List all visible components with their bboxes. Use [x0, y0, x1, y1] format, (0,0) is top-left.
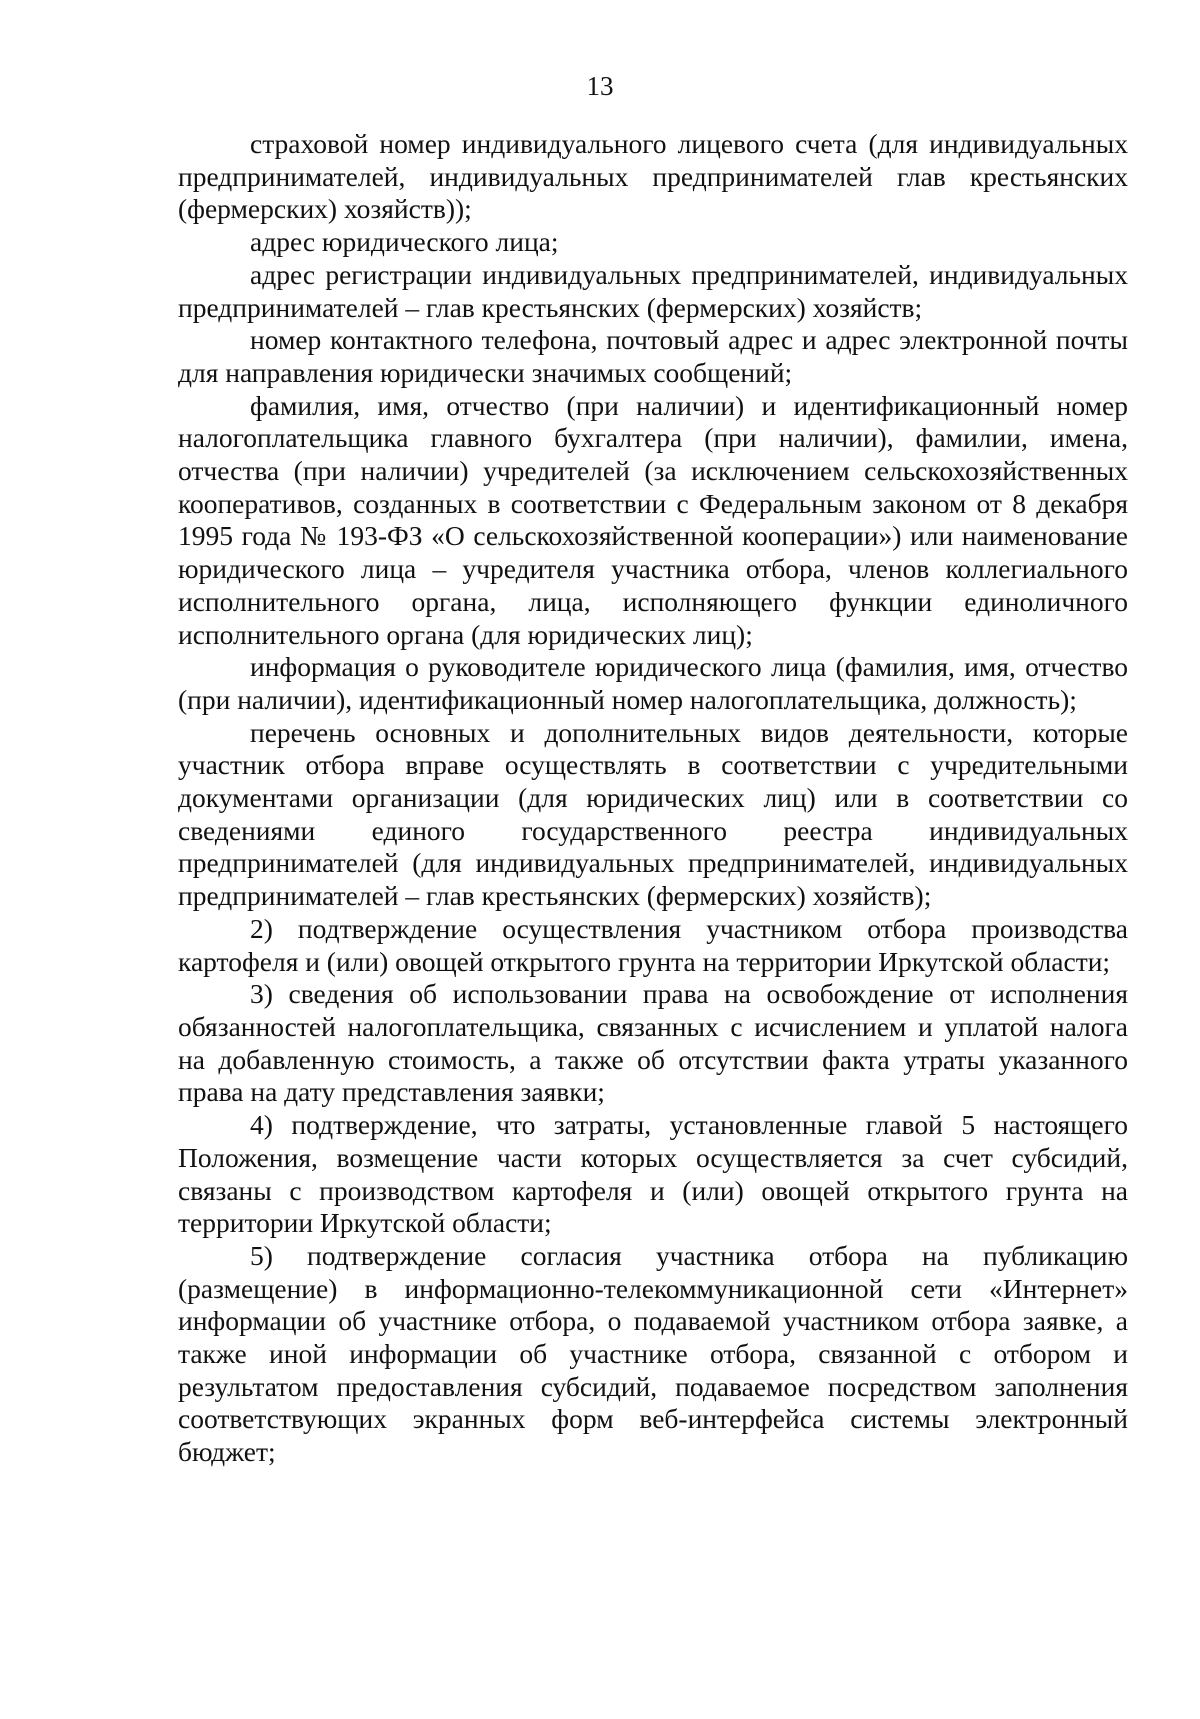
- paragraph-legal-address: адрес юридического лица;: [250, 226, 559, 258]
- paragraph-activities: перечень основных и дополнительных видов деятельности, которые участник отбора вправе осуществлять в соответствии с учредительными документами организации (для юридических лиц) или в соответствии со сведениями единого государственного реестра индивидуальных предпринимателей (для индивидуальных предпринимателей, индивидуальных предпринимателей – глав крестьянских (фермерских) хозяйств);: [178, 716, 1128, 912]
- paragraph-item-4: 4) подтверждение, что затраты, установленные главой 5 настоящего Положения, возмещение части которых осуществляется за счет субсидий, связаны с производством картофеля и (или) овощей открытого грунта на территории Иркутской области;: [178, 1109, 1128, 1239]
- document-body: [178, 128, 1128, 1469]
- paragraph-item-3: 3) сведения об использовании права на освобождение от исполнения обязанностей налогоплательщика, связанных с исчислением и уплатой налога на добавленную стоимость, а также об отсутствии факта утраты указанного права на дату представления заявки;: [178, 978, 1128, 1108]
- paragraph-item-5: 5) подтверждение согласия участника отбора на публикацию (размещение) в информационно-телекоммуникационной сети «Интернет» информации об участнике отбора, о подаваемой участником отбора заявке, а также иной информации об участнике отбора, связанной с отбором и результатом предоставления субсидий, подаваемое посредством заполнения соответствующих экранных форм веб-интерфейса системы электронный бюджет;: [178, 1239, 1128, 1468]
- paragraph-contacts: номер контактного телефона, почтовый адрес и адрес электронной почты для направления юридически значимых сообщений;: [178, 324, 1128, 388]
- paragraph-item-2: 2) подтверждение осуществления участником отбора производства картофеля и (или) овощей открытого грунта на территории Иркутской области;: [178, 912, 1128, 977]
- paragraph-snils: страховой номер индивидуального лицевого счета (для индивидуальных предпринимателей, индивидуальных предпринимателей глав крестьянских (фермерских) хозяйств));: [178, 128, 1128, 225]
- page-number: 13: [586, 71, 614, 101]
- paragraph-registration-address: адрес регистрации индивидуальных предпринимателей, индивидуальных предпринимателей – глав крестьянских (фермерских) хозяйств;: [178, 258, 1128, 323]
- paragraph-director-info: информация о руководителе юридического лица (фамилия, имя, отчество (при наличии), идентификационный номер налогоплательщика, должность);: [178, 651, 1128, 715]
- paragraph-founders: фамилия, имя, отчество (при наличии) и идентификационный номер налогоплательщика главного бухгалтера (при наличии), фамилии, имена, отчества (при наличии) учредителей (за исключением сельскохозяйственных кооперативов, созданных в соответствии с Федеральным законом от 8 декабря 1995 года № 193-ФЗ «О сельскохозяйственной кооперации») или наименование юридического лица – учредителя участника отбора, членов коллегиального исполнительного органа, лица, исполняющего функции единоличного исполнительного органа (для юридических лиц);: [178, 389, 1128, 650]
